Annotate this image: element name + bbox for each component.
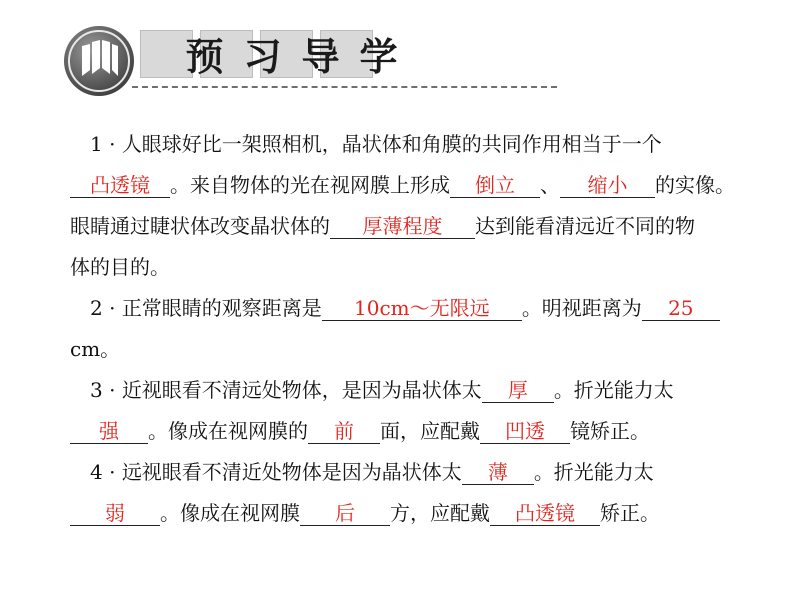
q4-separator: · <box>102 460 122 484</box>
q2-answer-blank-2: 25 <box>642 296 720 321</box>
q4-text3: 。像成在视网膜 <box>160 501 300 525</box>
q3-answer-blank-2: 强 <box>70 419 148 444</box>
q4-answer-blank-2: 弱 <box>70 501 160 526</box>
q4-text5: 矫正。 <box>600 501 660 525</box>
q2-number: 2 <box>90 296 103 320</box>
q1-separator: · <box>102 132 122 156</box>
q3-text4: 面，应配戴 <box>380 419 480 443</box>
book-logo-icon <box>62 24 136 98</box>
q4-text4: 方，应配戴 <box>390 501 490 525</box>
q1-line3 <box>70 206 785 247</box>
q2-text3: cm。 <box>70 337 121 361</box>
q1-text7: 体的目的。 <box>70 255 170 279</box>
q1-line4 <box>70 247 785 288</box>
q1-line2 <box>70 165 785 206</box>
title-char-3: 导 <box>301 35 340 79</box>
q4-number: 4 <box>90 460 103 484</box>
q4-answer-blank-3: 后 <box>300 501 390 526</box>
q1-answer-blank-2: 倒立 <box>450 173 540 198</box>
q2-line2 <box>70 329 785 370</box>
title-char-1: 预 <box>185 35 224 79</box>
q3-answer-blank-4: 凹透 <box>480 419 570 444</box>
q4-line1 <box>70 452 785 493</box>
q1-text5: 眼睛通过睫状体改变晶状体的 <box>70 214 330 238</box>
q3-answer-blank-3: 前 <box>308 419 380 444</box>
q1-answer-blank-1: 凸透镜 <box>70 173 170 198</box>
q1-text1: 人眼球好比一架照相机，晶状体和角膜的共同作用相当于一个 <box>121 132 662 156</box>
q1-number: 1 <box>90 132 103 156</box>
q4-text2: 。折光能力太 <box>533 460 654 484</box>
q4-answer-blank-4: 凸透镜 <box>490 501 600 526</box>
q3-line2 <box>70 411 785 452</box>
q2-answer-blank-1: 10cm～无限远 <box>322 296 522 321</box>
q3-separator: · <box>102 378 122 402</box>
q1-answer-blank-3: 缩小 <box>560 173 655 198</box>
title-char-4: 学 <box>359 35 398 79</box>
q3-text1: 近视眼看不清远处物体，是因为晶状体太 <box>121 378 482 402</box>
q1-text2: 。来自物体的光在视网膜上形成 <box>170 173 450 197</box>
q4-answer-blank-1: 薄 <box>462 460 534 485</box>
q3-line1 <box>70 370 785 411</box>
q1-text6: 达到能看清远近不同的物 <box>475 214 695 238</box>
q2-separator: · <box>102 296 122 320</box>
q4-text1: 远视眼看不清近处物体是因为晶状体太 <box>121 460 462 484</box>
q4-line2 <box>70 493 785 534</box>
q1-answer-blank-4: 厚薄程度 <box>330 214 475 239</box>
header-divider <box>132 86 557 88</box>
q3-text5: 镜矫正。 <box>570 419 650 443</box>
q1-line1 <box>70 124 785 165</box>
q3-text2: 。折光能力太 <box>553 378 674 402</box>
question-list <box>70 124 785 534</box>
q3-text3: 。像成在视网膜的 <box>148 419 308 443</box>
q2-line1 <box>70 288 785 329</box>
q2-text1: 正常眼睛的观察距离是 <box>121 296 322 320</box>
q3-number: 3 <box>90 378 103 402</box>
title-char-2: 习 <box>243 35 282 79</box>
q2-text2: 。明视距离为 <box>521 296 642 320</box>
q3-answer-blank-1: 厚 <box>482 378 554 403</box>
q1-text3: 、 <box>540 173 560 197</box>
q1-text4: 的实像。 <box>655 173 735 197</box>
section-header <box>0 0 800 105</box>
